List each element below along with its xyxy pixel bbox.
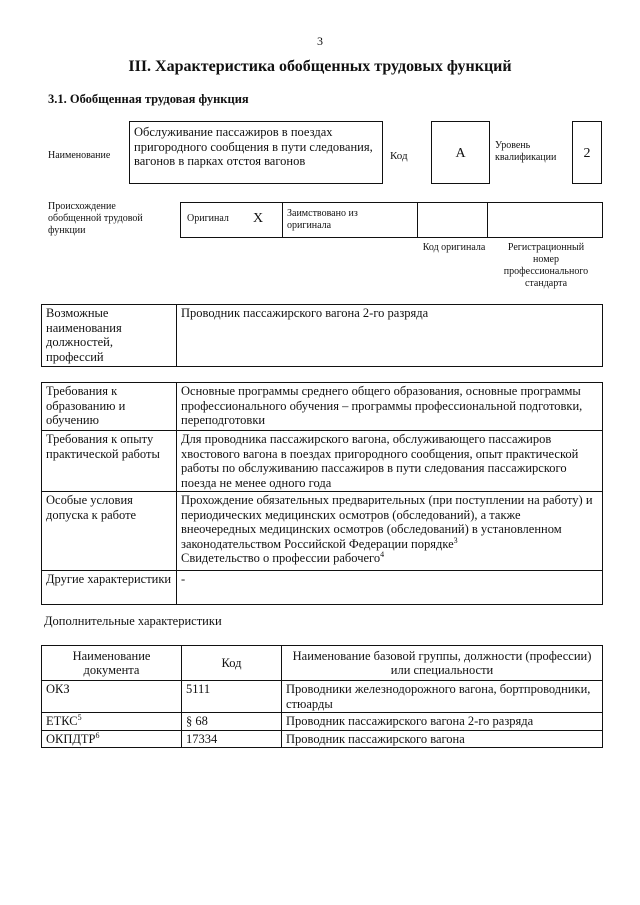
borrowed-label: Заимствовано из оригинала xyxy=(287,208,358,231)
name-value: Обслуживание пассажиров в поездах пригородного сообщения в пути следования, вагонов в парках отстоя вагонов xyxy=(129,121,383,184)
code-value: А xyxy=(431,121,490,184)
doc-cell: ЕТКС$^5$ xyxy=(42,713,182,731)
req-label: Требования к опыту практической работы xyxy=(42,431,177,492)
doc-cell: ОКПДТР$^6$ xyxy=(42,730,182,748)
req-label: Другие характеристики xyxy=(42,571,177,605)
level-value: 2 xyxy=(572,121,602,184)
req-line: Свидетельство о профессии рабочего xyxy=(181,551,381,565)
col-header: Наименование базовой группы, должности (профессии) или специальности xyxy=(282,646,603,681)
name-cell: Проводники железнодорожного вагона, бортпроводники, стюарды xyxy=(282,681,603,713)
original-mark: X xyxy=(253,211,264,226)
req-value: Для проводника пассажирского вагона, обслуживающего пассажиров хвостового вагона в поездах пригородного сообщения, опыт практической работы по обслуживанию пассажиров в пути следования пассажирского поезда не менее одного года xyxy=(177,431,603,492)
original-label: Оригинал xyxy=(187,213,229,224)
code-cell: 5111 xyxy=(182,681,282,713)
origin-label: Происхождение обобщенной трудовой функции xyxy=(48,201,143,236)
level-label: Уровень квалификации xyxy=(495,140,557,163)
code-label: Код xyxy=(390,150,408,162)
positions-table xyxy=(41,304,603,367)
subsection-title: 3.1. Обобщенная трудовая функция xyxy=(48,92,249,106)
divider xyxy=(417,202,418,238)
divider xyxy=(282,202,283,238)
section-title: III. Характеристика обобщенных трудовых функций xyxy=(128,58,512,75)
reg-number-label: Регистрационный номер профессионального стандарта xyxy=(503,242,589,289)
positions-value: Проводник пассажирского вагона 2-го разряда xyxy=(177,305,603,367)
req-label: Требования к образованию и обучению xyxy=(42,383,177,431)
req-value: - xyxy=(177,571,603,605)
code-original-label: Код оригинала xyxy=(422,242,486,253)
name-cell: Проводник пассажирского вагона xyxy=(282,730,603,748)
col-header: Наименование документа xyxy=(42,646,182,681)
req-label: Особые условия допуска к работе xyxy=(42,492,177,571)
footnote-ref: 4 xyxy=(380,549,385,559)
divider xyxy=(487,202,488,238)
origin-box xyxy=(180,202,603,238)
name-label: Наименование xyxy=(48,150,111,161)
doc-cell: ОКЗ xyxy=(42,681,182,713)
positions-label: Возможные наименования должностей, профессий xyxy=(42,305,177,367)
req-value: Основные программы среднего общего образования, основные программы профессионального обучения – программы профессиональной подготовки, переподготовки xyxy=(177,383,603,431)
additional-title: Дополнительные характеристики xyxy=(44,614,222,628)
code-cell: § 68 xyxy=(182,713,282,731)
name-cell: Проводник пассажирского вагона 2-го разряда xyxy=(282,713,603,731)
additional-table xyxy=(41,645,603,748)
col-header: Код xyxy=(182,646,282,681)
page-number: 3 xyxy=(317,34,323,48)
code-cell: 17334 xyxy=(182,730,282,748)
req-value xyxy=(177,492,603,571)
footnote-ref: 3 xyxy=(453,535,458,545)
requirements-table xyxy=(41,382,603,605)
req-line: Прохождение обязательных предварительных (при поступлении на работу) и периодических медицинских осмотров (обследований), а также внеочередных медицинских осмотров (обследований) в установленном законодательством Российской Федерации порядке xyxy=(181,493,593,551)
